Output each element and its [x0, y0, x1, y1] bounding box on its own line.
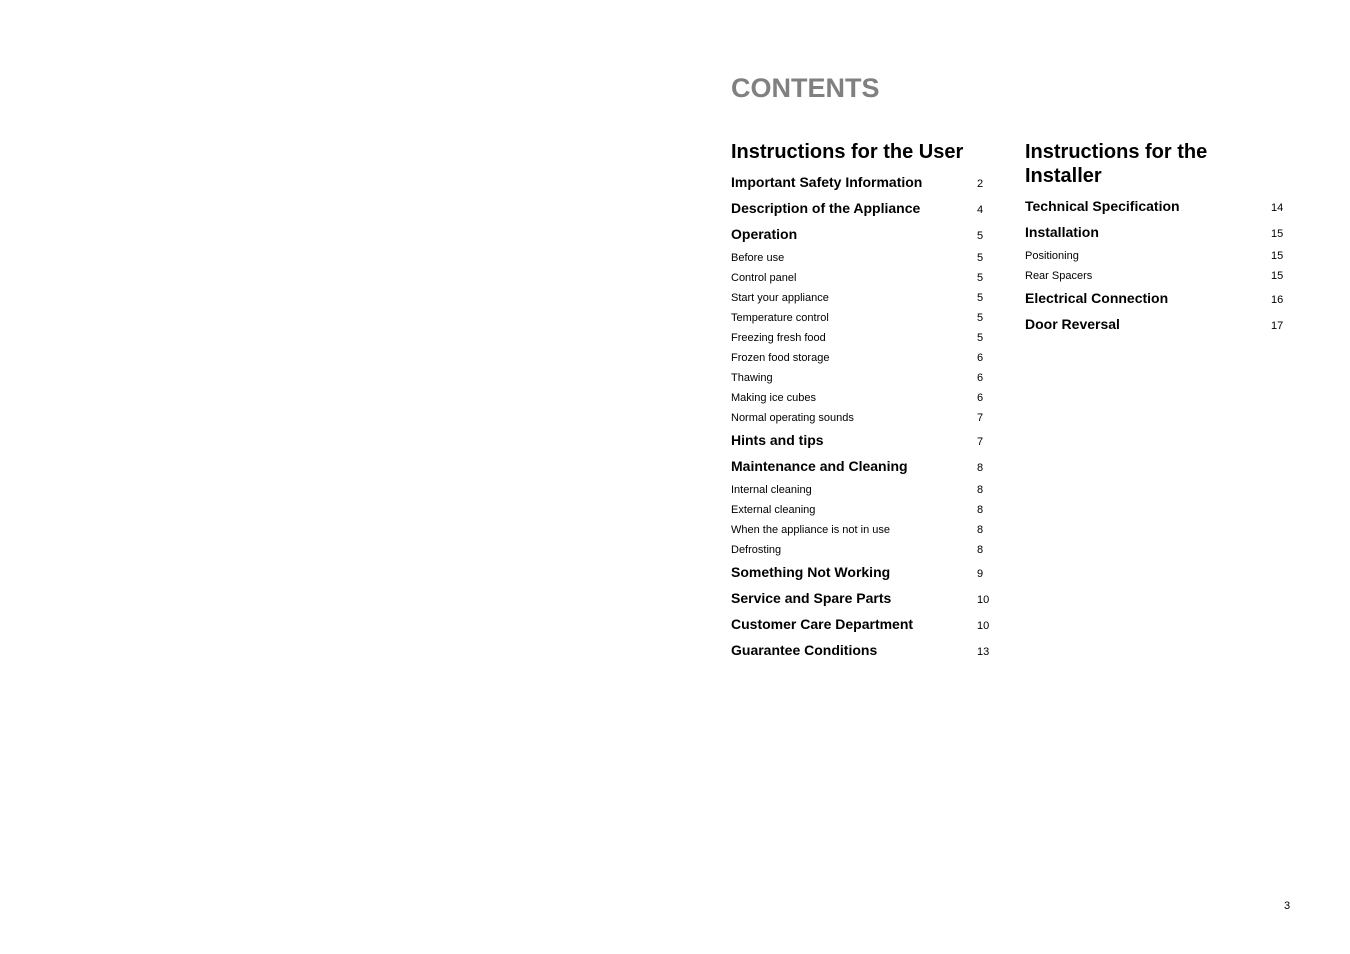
toc-entry	[731, 640, 993, 666]
toc-entry-label: Guarantee Conditions	[731, 642, 878, 658]
toc-entry	[731, 370, 993, 390]
toc-entry-page: 4	[977, 204, 984, 216]
toc-entry-page: 5	[977, 312, 984, 324]
page-number: 3	[1284, 900, 1291, 912]
toc-entry	[731, 502, 993, 522]
toc-entry	[731, 522, 993, 542]
toc-entry-label: Description of the Appliance	[731, 200, 921, 216]
toc-entry-label: Frozen food storage	[731, 352, 830, 364]
toc-entry	[731, 588, 993, 614]
user-instructions-section	[731, 140, 993, 666]
toc-entry-label: Hints and tips	[731, 432, 824, 448]
toc-entry-page: 8	[977, 462, 984, 474]
toc-entry-label: Installation	[1025, 224, 1099, 240]
toc-entry-label: Normal operating sounds	[731, 412, 854, 424]
toc-entry-page: 5	[977, 292, 984, 304]
toc-entry-page: 15	[1271, 270, 1284, 282]
toc-entry-page: 8	[977, 524, 984, 536]
toc-entry-page: 2	[977, 178, 984, 190]
toc-entry	[1025, 268, 1287, 288]
toc-entry-page: 8	[977, 484, 984, 496]
toc-entry	[731, 390, 993, 410]
toc-entry-page: 17	[1271, 320, 1284, 332]
toc-entry-page: 6	[977, 372, 984, 384]
page-title: CONTENTS	[731, 73, 880, 103]
toc-entry-label: Start your appliance	[731, 292, 829, 304]
toc-entry-label: Electrical Connection	[1025, 290, 1169, 306]
toc-entry	[731, 224, 993, 250]
toc-entry-label: Service and Spare Parts	[731, 590, 892, 606]
toc-entry-page: 6	[977, 392, 984, 404]
toc-entry-label: Technical Specification	[1025, 198, 1180, 214]
toc-entry	[731, 290, 993, 310]
toc-entry	[1025, 314, 1287, 340]
toc-entry-page: 14	[1271, 202, 1284, 214]
user-section-heading: Instructions for the User	[731, 141, 964, 163]
toc-entry-page: 8	[977, 504, 984, 516]
toc-entry-page: 6	[977, 352, 984, 364]
toc-entry	[731, 542, 993, 562]
toc-entry	[731, 410, 993, 430]
toc-entry-label: When the appliance is not in use	[731, 524, 890, 536]
toc-entry-page: 5	[977, 230, 984, 242]
toc-entry	[1025, 222, 1287, 248]
toc-entry-page: 10	[977, 594, 990, 606]
toc-entry-label: External cleaning	[731, 504, 816, 516]
toc-entry-label: Door Reversal	[1025, 316, 1120, 332]
toc-entry-page: 15	[1271, 250, 1284, 262]
toc-entry	[731, 562, 993, 588]
toc-entry-page: 5	[977, 332, 984, 344]
toc-entry-label: Operation	[731, 226, 798, 242]
toc-entry-page: 9	[977, 568, 984, 580]
toc-entry-page: 7	[977, 412, 984, 424]
toc-entry-label: Customer Care Department	[731, 616, 914, 632]
toc-entry	[731, 198, 993, 224]
toc-entry	[1025, 248, 1287, 268]
toc-entry-page: 7	[977, 436, 984, 448]
toc-entry	[731, 430, 993, 456]
toc-entry-label: Defrosting	[731, 544, 782, 556]
toc-entry	[731, 172, 993, 198]
installer-toc-list	[1025, 196, 1287, 340]
toc-entry	[1025, 196, 1287, 222]
toc-entry-page: 13	[977, 646, 990, 658]
toc-entry-label: Important Safety Information	[731, 174, 923, 190]
toc-entry-label: Temperature control	[731, 312, 829, 324]
toc-entry	[731, 330, 993, 350]
toc-entry-label: Internal cleaning	[731, 484, 812, 496]
toc-entry-page: 5	[977, 252, 984, 264]
toc-entry	[731, 270, 993, 290]
toc-entry	[731, 614, 993, 640]
toc-entry-label: Positioning	[1025, 250, 1079, 262]
toc-entry-label: Before use	[731, 252, 785, 264]
toc-entry-label: Thawing	[731, 372, 773, 384]
toc-entry-page: 8	[977, 544, 984, 556]
toc-entry-label: Rear Spacers	[1025, 270, 1093, 282]
toc-entry	[731, 250, 993, 270]
installer-section-heading: Instructions for the Installer	[1025, 141, 1208, 187]
toc-entry-label: Making ice cubes	[731, 392, 816, 404]
toc-entry	[731, 350, 993, 370]
toc-entry-label: Freezing fresh food	[731, 332, 826, 344]
toc-entry	[731, 310, 993, 330]
toc-entry	[731, 456, 993, 482]
toc-entry	[1025, 288, 1287, 314]
toc-entry	[731, 482, 993, 502]
toc-entry-label: Maintenance and Cleaning	[731, 458, 908, 474]
toc-entry-label: Control panel	[731, 272, 797, 284]
toc-entry-page: 16	[1271, 294, 1284, 306]
toc-entry-page: 10	[977, 620, 990, 632]
user-toc-list	[731, 172, 993, 666]
toc-entry-page: 15	[1271, 228, 1284, 240]
toc-entry-page: 5	[977, 272, 984, 284]
installer-instructions-section	[1025, 140, 1287, 340]
toc-entry-label: Something Not Working	[731, 564, 891, 580]
